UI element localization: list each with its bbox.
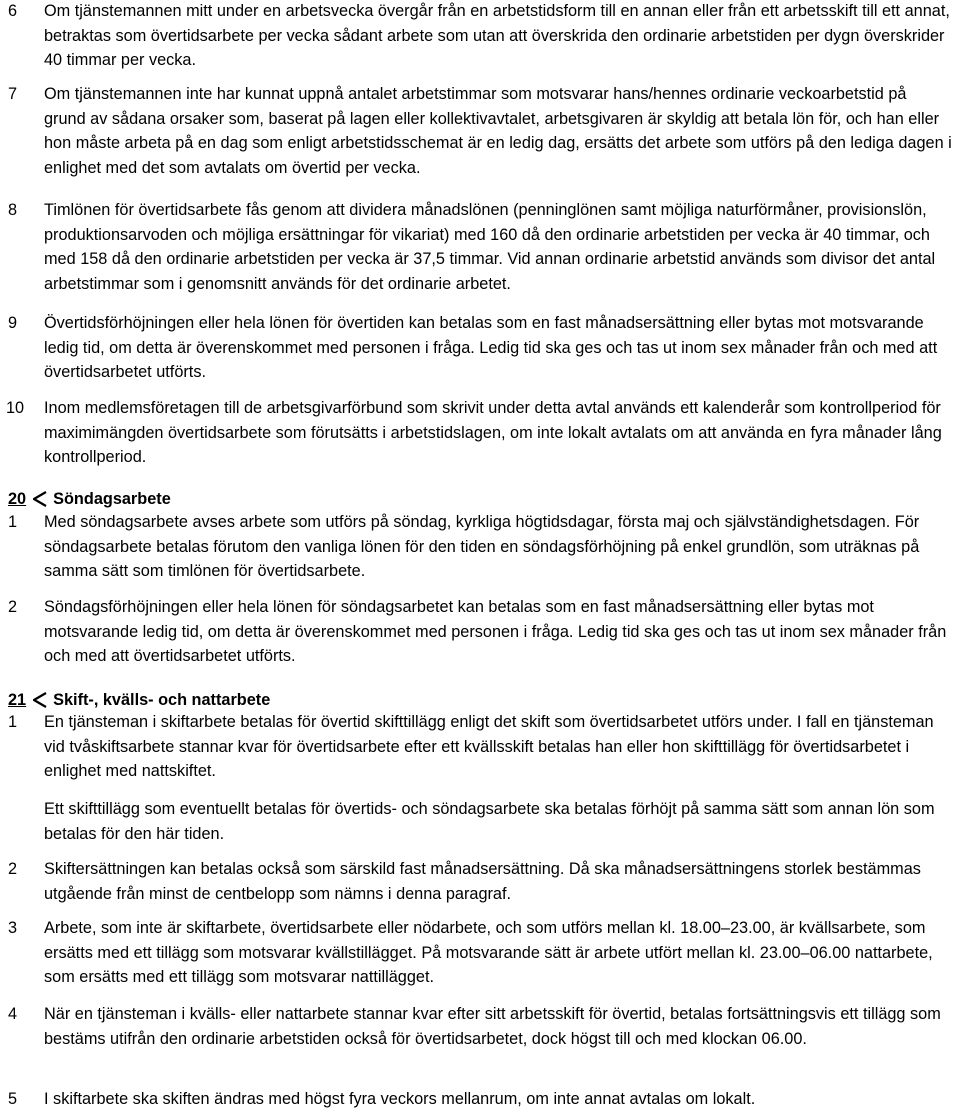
- section-number: 20: [8, 490, 27, 508]
- paragraph-text: När en tjänsteman i kvälls- eller nattarbete stannar kvar efter sitt arbetsskift för övertid, betalas fortsättningsvis ett tillägg som bestäms utifrån den ordinarie arbetstiden också för övertidsarbetet, dock högst till och med klockan 06.00.: [44, 1005, 941, 1048]
- paragraph-text: Skiftersättningen kan betalas också som särskild fast månadsersättning. Då ska månadsersättningens storlek bestämmas utgående från minst de centbelopp som nämns i denna paragraf.: [44, 860, 921, 903]
- paragraph-number: 2: [8, 860, 18, 878]
- paragraph-text: Inom medlemsföretagen till de arbetsgivarförbund som skrivit under detta avtal används ett kalenderår som kontrollperiod för maximimängden övertidsarbete som förutsätts i arbetstidslagen, om inte lokalt avtalats om att använda en fyra månader lång kontrollperiod.: [44, 399, 942, 467]
- paragraph-number: 8: [8, 201, 18, 219]
- section-heading-21: [0, 688, 960, 713]
- paragraph-number: 9: [8, 314, 18, 332]
- skift-paragraph-4: [0, 1002, 960, 1051]
- section-sign-icon: [33, 691, 47, 709]
- section-sign-icon: [33, 490, 47, 508]
- paragraph-6: [0, 0, 960, 73]
- sondag-paragraph-1: [0, 510, 960, 584]
- paragraph-number: 1: [8, 713, 18, 731]
- skift-paragraph-5: [0, 1087, 960, 1112]
- skift-paragraph-1-continued: [0, 797, 960, 846]
- section-heading-20: [0, 487, 960, 512]
- skift-paragraph-3: [0, 916, 960, 990]
- paragraph-number: 2: [8, 598, 18, 616]
- paragraph-text: Söndagsförhöjningen eller hela lönen för söndagsarbetet kan betalas som en fast månadsersättning eller bytas mot motsvarande ledig tid, om detta är överenskommet med personen i fråga. Ledig tid ska ges och tas ut inom sex månader från och med att övertidsarbetet utförts.: [44, 598, 947, 666]
- paragraph-text: En tjänsteman i skiftarbete betalas för övertid skifttillägg enligt det skift som övertidsarbetet utförs under. I fall en tjänsteman vid tvåskiftsarbete stannar kvar för övertidsarbete efter ett kvällsskift betalas han eller hon skifttillägg för övertidsarbetet i enlighet med nattskiftet.: [44, 713, 934, 781]
- paragraph-text: Timlönen för övertidsarbete fås genom att dividera månadslönen (penninglönen samt möjliga naturförmåner, provisionslön, produktionsarvoden och möjliga ersättningar för vikariat) med 160 då den ordinarie arbetstiden per vecka är 40 timmar, och med 158 då den ordinarie arbetstiden per vecka är 37,5 timmar. Vid annan ordinarie arbetstid används som divisor det antal arbetstimmar som i genomsnitt används för det ordinarie arbetet.: [44, 201, 936, 293]
- paragraph-text: Om tjänstemannen mitt under en arbetsvecka övergår från en arbetstidsform till en annan eller från ett arbetsskift till ett annat, betraktas som övertidsarbete per vecka sådant arbete som utan att överskrida den ordinarie arbetstiden per dygn överskrider 40 timmar per vecka.: [44, 2, 950, 70]
- paragraph-number: 5: [8, 1090, 18, 1108]
- sondag-paragraph-2: [0, 595, 960, 669]
- paragraph-text: Arbete, som inte är skiftarbete, övertidsarbete eller nödarbete, och som utförs mellan kl. 18.00–23.00, är kvällsarbete, som ersätts med ett tillägg som motsvarar kvällstillägget. På motsvarande sätt är arbete utfört mellan kl. 23.00–06.00 nattarbete, som ersätts med ett tillägg som motsvarar nattillägget.: [44, 919, 933, 987]
- skift-paragraph-2: [0, 857, 960, 906]
- paragraph-number: 10: [6, 399, 25, 417]
- paragraph-8: [0, 198, 960, 296]
- paragraph-text: Övertidsförhöjningen eller hela lönen för övertiden kan betalas som en fast månadsersättning eller bytas mot motsvarande ledig tid, om detta är överenskommet med personen i fråga. Ledig tid ska ges och tas ut inom sex månader från och med att övertidsarbetet utförts.: [44, 314, 938, 382]
- section-title: Söndagsarbete: [53, 490, 171, 508]
- paragraph-7: [0, 82, 960, 180]
- paragraph-number: 4: [8, 1005, 18, 1023]
- paragraph-number: 7: [8, 85, 18, 103]
- paragraph-number: 6: [8, 2, 18, 20]
- paragraph-text: I skiftarbete ska skiften ändras med högst fyra veckors mellanrum, om inte annat avtalas om lokalt.: [44, 1090, 756, 1108]
- skift-paragraph-1: [0, 710, 960, 784]
- paragraph-number: 1: [8, 513, 18, 531]
- section-title: Skift-, kvälls- och nattarbete: [53, 691, 271, 709]
- section-number: 21: [8, 691, 27, 709]
- paragraph-9: [0, 311, 960, 385]
- paragraph-text: Med söndagsarbete avses arbete som utförs på söndag, kyrkliga högtidsdagar, första maj och självständighetsdagen. För söndagsarbete betalas förutom den vanliga lönen för den tiden en söndagsförhöjning på enkel grundlön, som uträknas på samma sätt som timlönen för övertidsarbete.: [44, 513, 920, 581]
- paragraph-number: 3: [8, 919, 18, 937]
- paragraph-text: Ett skifttillägg som eventuellt betalas för övertids- och söndagsarbete ska betalas förhöjt på samma sätt som annan lön som betalas för den här tiden.: [44, 800, 935, 843]
- paragraph-text: Om tjänstemannen inte har kunnat uppnå antalet arbetstimmar som motsvarar hans/hennes ordinarie veckoarbetstid på grund av sådana orsaker som, baserat på lagen eller kollektivavtalet, arbetsgivaren är skyldig att betala lön för, och han eller hon måste arbeta på en dag som enligt arbetstidsschemat är en ledig dag, ersätts det arbete som utförs på den lediga dagen i enlighet med det som avtalats om övertid per vecka.: [44, 85, 952, 177]
- paragraph-number: [0, 797, 44, 846]
- paragraph-10: [0, 396, 960, 470]
